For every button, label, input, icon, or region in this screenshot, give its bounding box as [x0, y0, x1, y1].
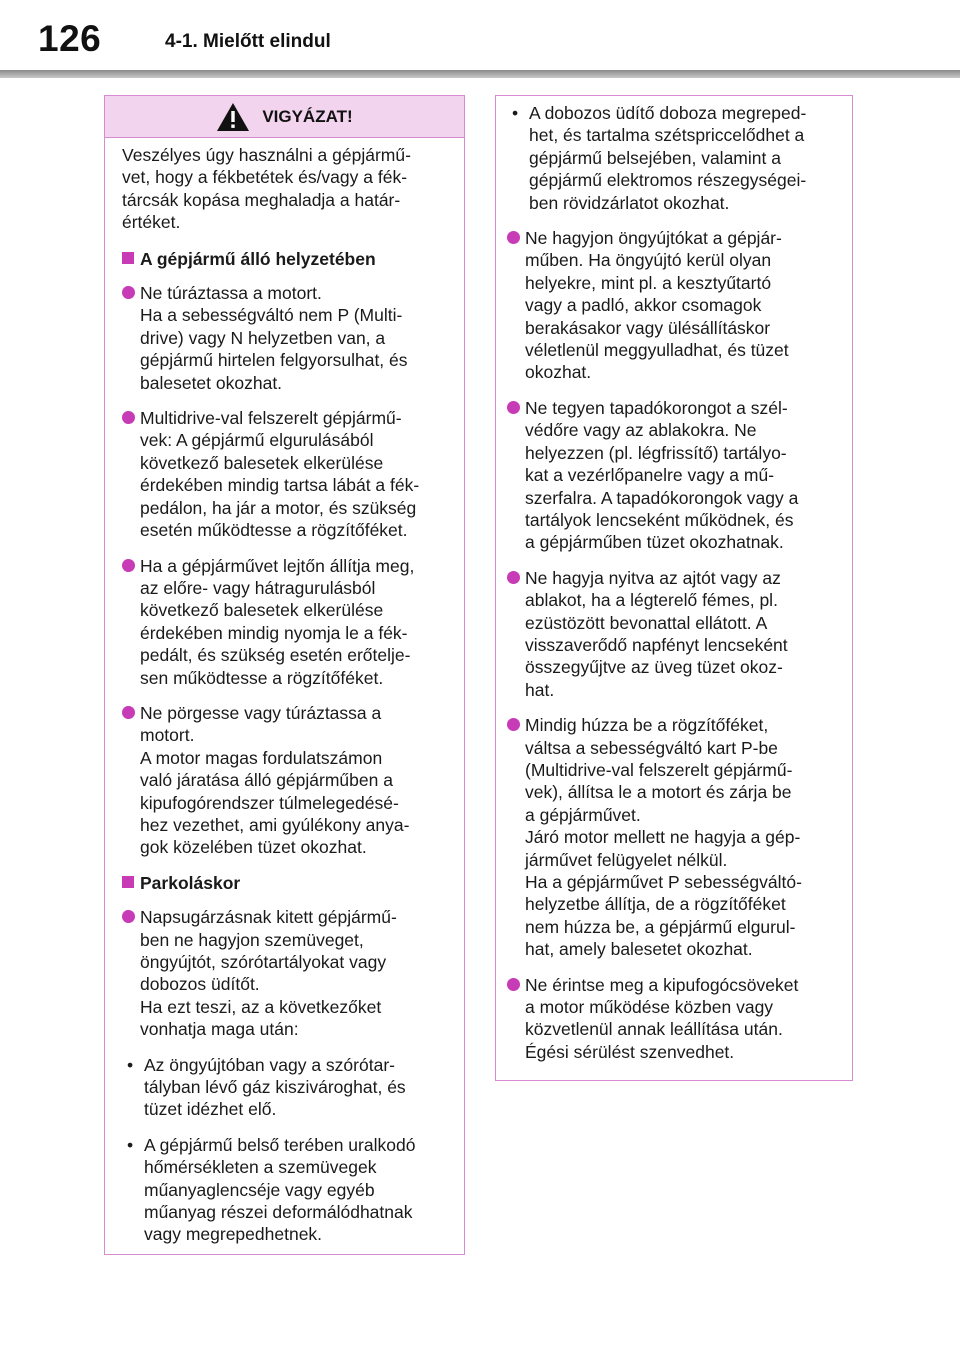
circle-bullet-icon [507, 571, 520, 584]
sub-bullet-text: Az öngyújtóban vagy a szórótar- tályban lévő gáz kiszivároghat, és tüzet idézhet elő. [144, 1054, 406, 1120]
heading-text: A gépjármű álló helyzetében [140, 248, 376, 269]
page-header [0, 0, 960, 80]
list-item-text: Napsugárzásnak kitett gépjármű- ben ne hagyjon szemüveget, öngyújtót, szórótartályokat vagy dobozos üdítőt. Ha ezt teszi, az a következőket vonhatja maga után: [140, 907, 397, 1040]
sub-bullet-item [507, 102, 838, 214]
circle-bullet-icon [122, 706, 135, 719]
list-item [507, 227, 838, 384]
list-item-text: Ne hagyja nyitva az ajtót vagy az ablakot, ha a légterelő fémes, pl. ezüstözött bevonattal ellátott. A visszaverődő napfényt lencseként összegyűjtve az üveg tüzet okoz- hat. [525, 567, 788, 700]
warning-header [105, 96, 464, 138]
header-rule [0, 70, 960, 78]
section-heading-parking [122, 872, 448, 894]
list-item [122, 555, 448, 689]
section-heading-standing [122, 248, 448, 270]
list-item-text: Ne érintse meg a kipufogócsöveket a motor működése közben vagy közvetlenül annak leállítása után. Égési sérülést szenvedhet. [525, 974, 799, 1062]
list-item [122, 282, 448, 394]
circle-bullet-icon [122, 411, 135, 424]
warning-title: VIGYÁZAT! [262, 106, 353, 126]
circle-bullet-icon [507, 978, 520, 991]
list-item [507, 714, 838, 960]
list-item [507, 397, 838, 554]
circle-bullet-icon [507, 401, 520, 414]
list-item [122, 702, 448, 859]
sub-bullet-item [122, 1054, 448, 1121]
list-item-text: Mindig húzza be a rögzítőféket, váltsa a sebességváltó kart P-be (Multidrive-val felszerelt gépjármű- vek), állítsa le a motort és zárja be a gépjárművet. Járó motor mellett ne hagyja a gép- járművet felügyelet nélkül. Ha a gépjárművet P sebességváltó- helyzetbe állítja, de a rögzítőféket nem húzza be, a gépjármű elgurul- hat, amely balesetet okozhat. [525, 715, 802, 960]
list-item-text: Ne tegyen tapadókorongot a szél- védőre vagy az ablakokra. Ne helyezzen (pl. légfrissítő) tartályo- kat a vezérlőpanelre vagy a mű- szerfalra. A tapadókorongok vagy a tartályok lencseként működnek, és a gépjárműben tüzet okozhatnak. [525, 397, 799, 553]
left-column-content [105, 138, 464, 1246]
warning-triangle-icon [216, 102, 250, 132]
bullet-mark: • [127, 1054, 134, 1075]
circle-bullet-icon [122, 286, 135, 299]
list-item-text: Multidrive-val felszerelt gépjármű- vek: A gépjármű elgurulásából következő balesetek elkerülése érdekében mindig tartsa lábát a fék- pedálon, ha jár a motor, és szükség esetén működtesse a rögzítőféket. [140, 408, 420, 541]
list-item [122, 906, 448, 1040]
list-item [507, 974, 838, 1064]
list-item-text: Ne pörgesse vagy túráztassa a motort. A motor magas fordulatszámon való járatása álló gépjárműben a kipufogórendszer túlmelegedésé- hez vezethet, ami gyúlékony anya- gok közelében tüzet okozhat. [140, 702, 410, 858]
heading-text: Parkoláskor [140, 872, 241, 893]
list-item-text: Ne túráztassa a motort. Ha a sebességváltó nem P (Multi- drive) vagy N helyzetben van, a gépjármű hirtelen felgyorsulhat, és balesetet okozhat. [140, 283, 408, 393]
right-column-content [496, 96, 852, 1063]
page-number: 126 [38, 18, 102, 59]
intro-paragraph: Veszélyes úgy használni a gépjármű- vet, hogy a fékbetétek és/vagy a fék- tárcsák kopása meghaladja a határ- értéket. [122, 145, 411, 233]
sub-bullet-item [122, 1134, 448, 1246]
sub-bullet-text: A dobozos üdítő doboza megreped- het, és tartalma szétspriccelődhet a gépjármű belsejében, valamint a gépjármű elektromos részegységei- ben rövidzárlatot okozhat. [529, 103, 807, 213]
list-item-text: Ha a gépjárművet lejtőn állítja meg, az előre- vagy hátragurulásból következő balesetek elkerülése érdekében mindig nyomja le a fék- pedált, és szükség esetén erőtelje- sen működtesse a rögzítőféket. [140, 555, 415, 688]
circle-bullet-icon [122, 910, 135, 923]
list-item [122, 407, 448, 541]
square-bullet-icon [122, 876, 134, 888]
bullet-mark: • [512, 103, 519, 123]
circle-bullet-icon [122, 559, 135, 572]
bullet-mark: • [127, 1134, 134, 1155]
list-item-text: Ne hagyjon öngyújtókat a gépjár- műben. Ha öngyújtó kerül olyan helyekre, mint pl. a kesztyűtartó vagy a padló, akkor csomagok berakásakor vagy ülésállításkor véletlenül meggyulladhat, és tüzet okozhat. [525, 228, 789, 383]
sub-bullet-text: A gépjármű belső terében uralkodó hőmérsékleten a szemüvegek műanyaglencséje vagy egyéb műanyag részei deformálódhatnak vagy megrepedhetnek. [144, 1134, 416, 1245]
warning-box-left [104, 95, 465, 1255]
circle-bullet-icon [507, 718, 520, 731]
section-title: 4-1. Mielőtt elindul [165, 31, 331, 52]
warning-box-right [495, 95, 853, 1081]
square-bullet-icon [122, 252, 134, 264]
circle-bullet-icon [507, 231, 520, 244]
list-item [507, 567, 838, 701]
